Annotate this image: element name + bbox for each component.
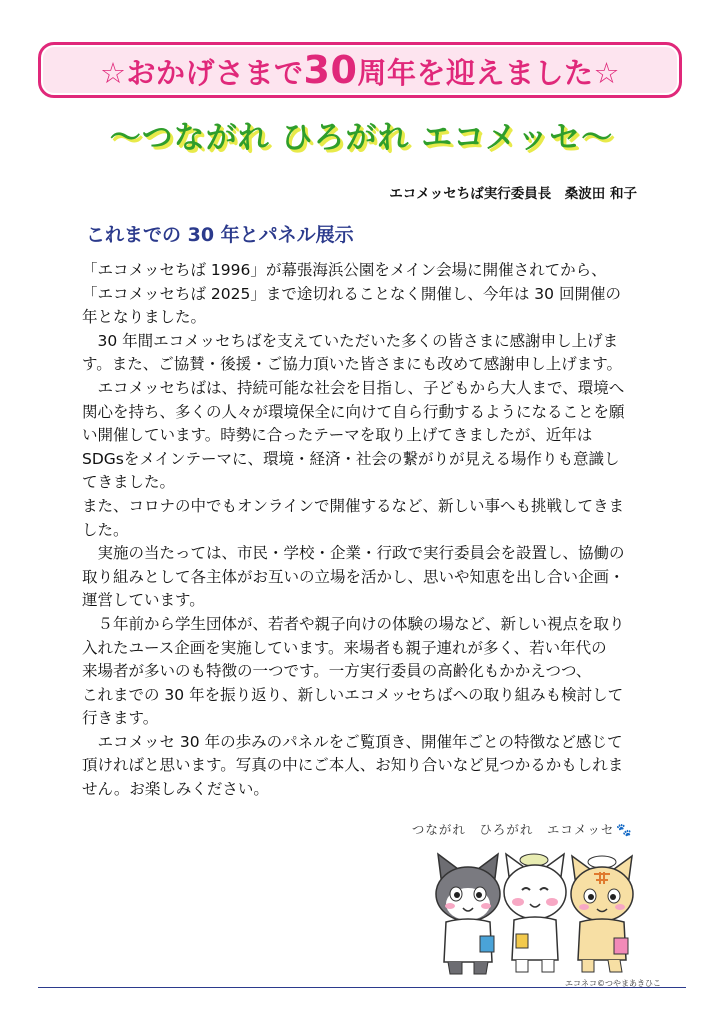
tagline xyxy=(412,820,633,838)
banner-title-number: 30 xyxy=(303,48,358,92)
body-line: 年となりました。 xyxy=(82,308,207,327)
white-cat-mascot xyxy=(504,854,566,972)
author-line: エコメッセちば実行委員長 桑波田 和子 xyxy=(389,186,637,202)
body-line: い開催しています。時勢に合ったテーマを取り上げてきましたが、近年は xyxy=(82,426,593,445)
article-body xyxy=(82,259,647,802)
body-line: また、コロナの中でもオンラインで開催するなど、新しい事へも挑戦してきま xyxy=(82,496,625,515)
body-line: す。また、ご協賛・後援・ご協力頂いた皆さまにも改めて感謝申し上げます。 xyxy=(82,355,623,374)
body-line: 頂ければと思います。写真の中にご本人、お知り合いなど見つかるかもしれま xyxy=(82,756,624,775)
body-line: てきました。 xyxy=(82,473,176,492)
tabby-cat-mascot xyxy=(571,856,633,972)
body-line: した。 xyxy=(82,520,129,539)
body-line: 「エコメッセちば 1996」が幕張海浜公園をメイン会場に開催されてから、 xyxy=(82,261,607,279)
body-line: 運営しています。 xyxy=(82,591,205,610)
body-line: 取り組みとして各主体がお互いの立場を活かし、思いや知恵を出し合い企画・ xyxy=(82,567,625,586)
body-line: エコメッセ 30 年の歩みのパネルをご覧頂き、開催年ごとの特徴など感じて xyxy=(82,732,623,751)
body-line: 30 年間エコメッセちばを支えていただいた多くの皆さまに感謝申し上げま xyxy=(82,331,619,350)
mascot-cats-illustration xyxy=(428,844,642,976)
subtitle: ～つながれ ひろがれ エコメッセ～ xyxy=(109,120,614,156)
illustration-copyright: エコネコ©つやまあきひこ xyxy=(565,979,661,988)
paw-icon: 🐾 xyxy=(616,822,633,837)
body-line: 行きます。 xyxy=(82,709,159,728)
grey-cat-mascot xyxy=(436,854,500,974)
banner-title xyxy=(100,48,620,92)
section-heading: これまでの 30 年とパネル展示 xyxy=(86,224,354,246)
body-line: SDGsをメインテーマに、環境・経済・社会の繋がりが見える場作りも意識し xyxy=(82,449,620,468)
title-banner xyxy=(38,42,682,98)
banner-title-part: 周年を迎えました☆ xyxy=(357,56,620,90)
body-line: 実施の当たっては、市民・学校・企業・行政で実行委員会を設置し、協働の xyxy=(82,544,625,563)
body-line: エコメッセちばは、持続可能な社会を目指し、子どもから大人まで、環境へ xyxy=(82,378,625,397)
body-line: 入れたユース企画を実施しています。来場者も親子連れが多く、若い年代の xyxy=(82,638,607,657)
body-line: これまでの 30 年を振り返り、新しいエコメッセちばへの取り組みも検討して xyxy=(82,685,624,704)
body-line: せん。お楽しみください。 xyxy=(82,780,269,799)
body-line: 関心を持ち、多くの人々が環境保全に向けて自ら行動するようになることを願 xyxy=(82,402,625,421)
body-line: 来場者が多いのも特徴の一つです。一方実行委員の高齢化もかかえつつ、 xyxy=(82,662,592,681)
body-line: 「エコメッセちば 2025」まで途切れることなく開催し、今年は 30 回開催の xyxy=(82,284,621,303)
tagline-text: つながれ ひろがれ エコメッセ xyxy=(411,822,615,837)
body-line: ５年前から学生団体が、若者や親子向けの体験の場など、新しい視点を取り xyxy=(82,614,625,633)
banner-title-part: ☆おかげさまで xyxy=(100,56,304,90)
footer-divider xyxy=(38,987,686,988)
